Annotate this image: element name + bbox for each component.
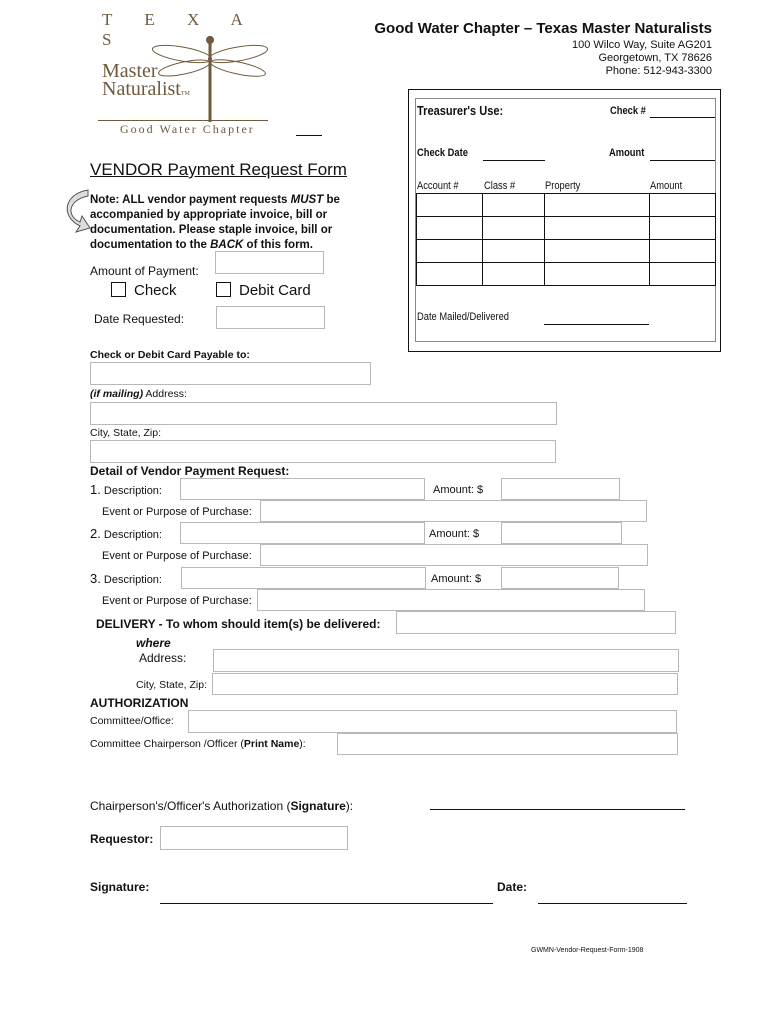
mailing-address-input[interactable] [90, 402, 557, 425]
requestor-input[interactable] [160, 826, 348, 850]
item-3-amount-label: Amount: $ [431, 573, 482, 585]
payable-to-input[interactable] [90, 362, 371, 385]
item-3-event-label: Event or Purpose of Purchase: [102, 595, 252, 607]
table-row [417, 217, 716, 240]
date-label: Date: [497, 880, 528, 894]
item-1-amount-input[interactable] [501, 478, 620, 500]
item-2-amount-input[interactable] [501, 522, 622, 544]
form-title: VENDOR Payment Request Form [90, 160, 347, 179]
col-account: Account # [417, 180, 459, 192]
logo-naturalist: NaturalistTM [102, 78, 190, 100]
item-2-label: 2. Description: [90, 526, 162, 541]
debit-card-option[interactable]: Debit Card [216, 282, 311, 299]
item-2-amount-label: Amount: $ [429, 528, 480, 540]
delivery-csz-label: City, State, Zip: [136, 679, 207, 691]
item-1-description-input[interactable] [180, 478, 425, 500]
amount-of-payment-input[interactable] [215, 251, 324, 274]
committee-label: Committee/Office: [90, 715, 174, 727]
col-class: Class # [484, 180, 516, 192]
logo-texas-text: T E X A S [102, 10, 256, 49]
chair-name-label: Committee Chairperson /Officer (Print Name): [90, 738, 306, 750]
col-property: Property [545, 180, 581, 192]
item-1-event-label: Event or Purpose of Purchase: [102, 506, 252, 518]
check-checkbox[interactable] [111, 282, 126, 297]
item-2-event-input[interactable] [260, 544, 648, 566]
item-3-event-input[interactable] [257, 589, 645, 611]
delivery-address-input[interactable] [213, 649, 679, 672]
amount-of-payment-label: Amount of Payment: [90, 264, 199, 278]
requestor-label: Requestor: [90, 832, 154, 846]
note: Note: ALL vendor payment requests MUST be accompanied by appropriate invoice, bill or documentation. Please staple invoice, bill or documentation to the BACK of this form. [90, 194, 340, 251]
treasurer-amount-label: Amount [609, 147, 645, 159]
treasurer-amount-line[interactable] [650, 160, 715, 161]
org-address-1: 100 Wilco Way, Suite AG201 [571, 39, 712, 51]
org-address-2: Georgetown, TX 78626 [598, 52, 712, 64]
delivery-title: DELIVERY - To whom should item(s) be delivered: [96, 617, 381, 631]
check-option[interactable]: Check [111, 282, 177, 299]
payee-csz-input[interactable] [90, 440, 556, 463]
footer-form-code: GWMN-Vendor-Request-Form-1908 [531, 947, 644, 954]
logo [98, 10, 278, 138]
committee-input[interactable] [188, 710, 677, 733]
detail-title: Detail of Vendor Payment Request: [90, 464, 290, 478]
item-2-description-input[interactable] [180, 522, 425, 544]
table-row [417, 194, 716, 217]
delivery-address-label: Address: [139, 651, 187, 665]
chair-name-input[interactable] [337, 733, 678, 755]
item-1-label: 1. Description: [90, 482, 162, 497]
curved-arrow-icon [58, 186, 92, 236]
org-name: Good Water Chapter – Texas Master Naturalists [374, 20, 712, 37]
item-3-description-input[interactable] [181, 567, 426, 589]
authorization-title: AUTHORIZATION [90, 696, 189, 710]
check-number-label: Check # [610, 105, 646, 117]
mailing-address-label: (if mailing) Address: [90, 388, 187, 400]
payee-csz-label: City, State, Zip: [90, 427, 161, 439]
date-mailed-label: Date Mailed/Delivered [417, 311, 509, 323]
date-requested-input[interactable] [216, 306, 325, 329]
signature-label: Signature: [90, 880, 150, 894]
logo-divider [98, 120, 268, 121]
treasurer-title: Treasurer's Use: [417, 103, 504, 118]
delivery-csz-input[interactable] [212, 673, 678, 695]
chair-signature-label: Chairperson's/Officer's Authorization (Signature): [90, 799, 354, 813]
col-amount: Amount [650, 180, 683, 192]
item-2-event-label: Event or Purpose of Purchase: [102, 550, 252, 562]
item-3-amount-input[interactable] [501, 567, 619, 589]
check-number-line[interactable] [650, 117, 715, 118]
logo-chapter: Good Water Chapter [120, 122, 255, 136]
signature-line[interactable] [160, 903, 493, 904]
payable-to-label: Check or Debit Card Payable to: [90, 349, 250, 361]
delivery-to-input[interactable] [396, 611, 676, 634]
table-row [417, 263, 716, 286]
logo-master: Master [102, 60, 158, 82]
date-line[interactable] [538, 903, 687, 904]
item-1-amount-label: Amount: $ [433, 484, 484, 496]
debit-card-checkbox[interactable] [216, 282, 231, 297]
date-mailed-line[interactable] [544, 324, 649, 325]
delivery-where-label: where [136, 636, 171, 650]
chair-signature-line[interactable] [430, 809, 685, 810]
check-date-label: Check Date [417, 147, 468, 159]
table-row [417, 240, 716, 263]
date-requested-label: Date Requested: [94, 312, 185, 326]
account-table [416, 193, 716, 286]
check-date-line[interactable] [483, 160, 545, 161]
logo-underline [296, 135, 322, 136]
org-phone: Phone: 512-943-3300 [605, 65, 712, 77]
item-1-event-input[interactable] [260, 500, 647, 522]
item-3-label: 3. Description: [90, 571, 162, 586]
